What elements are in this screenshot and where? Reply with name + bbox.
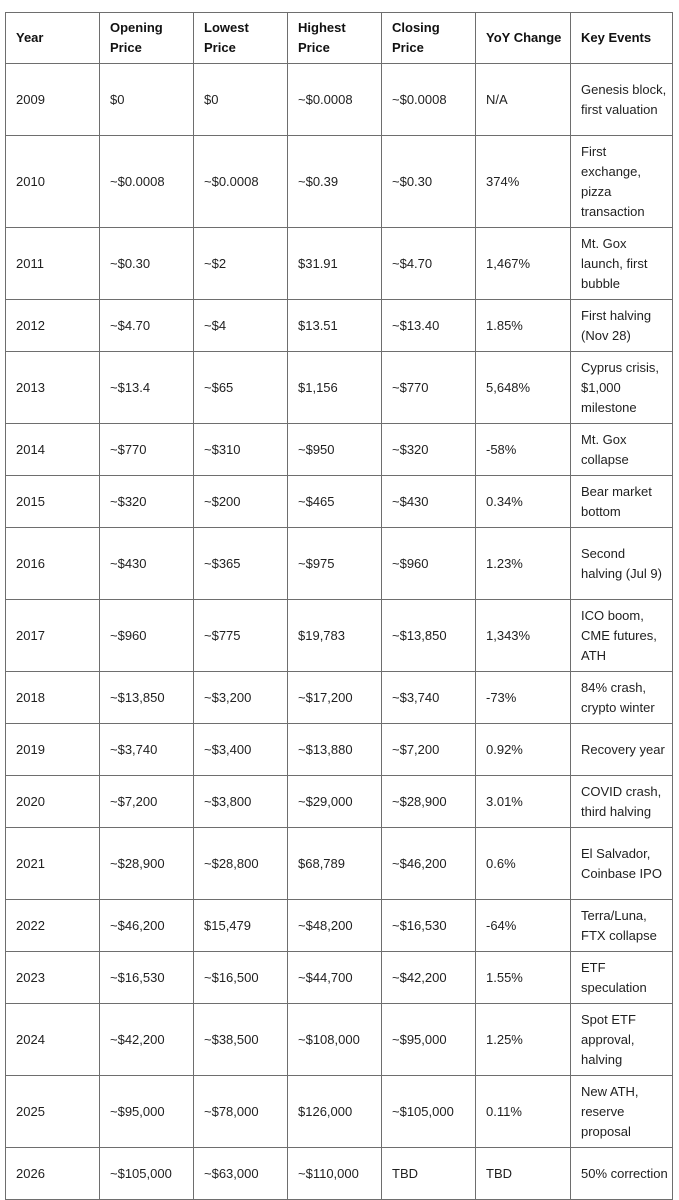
- lowest-price-cell: ~$3,200: [194, 672, 288, 724]
- closing-price-cell: TBD: [382, 1148, 476, 1200]
- lowest-price-cell: ~$0.0008: [194, 136, 288, 228]
- highest-price-cell: ~$44,700: [288, 952, 382, 1004]
- highest-price-cell: ~$48,200: [288, 900, 382, 952]
- header-highest-price: Highest Price: [288, 13, 382, 64]
- year-cell: 2021: [6, 828, 100, 900]
- closing-price-cell: ~$13,850: [382, 600, 476, 672]
- key-events-cell: Second halving (Jul 9): [571, 528, 673, 600]
- key-events-cell: Cyprus crisis, $1,000 milestone: [571, 352, 673, 424]
- key-events-cell: 50% correction: [571, 1148, 673, 1200]
- highest-price-cell: ~$108,000: [288, 1004, 382, 1076]
- year-cell: 2022: [6, 900, 100, 952]
- closing-price-cell: ~$95,000: [382, 1004, 476, 1076]
- year-cell: 2025: [6, 1076, 100, 1148]
- lowest-price-cell: ~$775: [194, 600, 288, 672]
- table-row: [6, 1148, 673, 1200]
- highest-price-cell: ~$950: [288, 424, 382, 476]
- closing-price-cell: ~$770: [382, 352, 476, 424]
- highest-price-cell: ~$0.0008: [288, 64, 382, 136]
- key-events-cell: Bear market bottom: [571, 476, 673, 528]
- closing-price-cell: ~$46,200: [382, 828, 476, 900]
- highest-price-cell: $68,789: [288, 828, 382, 900]
- year-cell: 2026: [6, 1148, 100, 1200]
- yoy-change-cell: -64%: [476, 900, 571, 952]
- opening-price-cell: ~$46,200: [100, 900, 194, 952]
- closing-price-cell: ~$105,000: [382, 1076, 476, 1148]
- yoy-change-cell: 1.85%: [476, 300, 571, 352]
- lowest-price-cell: ~$310: [194, 424, 288, 476]
- table-row: [6, 1004, 673, 1076]
- year-cell: 2015: [6, 476, 100, 528]
- opening-price-cell: ~$13.4: [100, 352, 194, 424]
- header-opening-price: Opening Price: [100, 13, 194, 64]
- closing-price-cell: ~$16,530: [382, 900, 476, 952]
- closing-price-cell: ~$42,200: [382, 952, 476, 1004]
- year-cell: 2011: [6, 228, 100, 300]
- highest-price-cell: ~$975: [288, 528, 382, 600]
- yoy-change-cell: 1,343%: [476, 600, 571, 672]
- table-row: [6, 136, 673, 228]
- year-cell: 2017: [6, 600, 100, 672]
- key-events-cell: New ATH, reserve proposal: [571, 1076, 673, 1148]
- highest-price-cell: ~$13,880: [288, 724, 382, 776]
- opening-price-cell: ~$28,900: [100, 828, 194, 900]
- yoy-change-cell: N/A: [476, 64, 571, 136]
- opening-price-cell: ~$0.0008: [100, 136, 194, 228]
- key-events-cell: ICO boom, CME futures, ATH: [571, 600, 673, 672]
- closing-price-cell: ~$0.0008: [382, 64, 476, 136]
- closing-price-cell: ~$13.40: [382, 300, 476, 352]
- table-row: [6, 672, 673, 724]
- key-events-cell: El Salvador, Coinbase IPO: [571, 828, 673, 900]
- opening-price-cell: ~$3,740: [100, 724, 194, 776]
- table-row: [6, 352, 673, 424]
- key-events-cell: Terra/Luna, FTX collapse: [571, 900, 673, 952]
- key-events-cell: Mt. Gox collapse: [571, 424, 673, 476]
- lowest-price-cell: ~$38,500: [194, 1004, 288, 1076]
- key-events-cell: COVID crash, third halving: [571, 776, 673, 828]
- lowest-price-cell: ~$2: [194, 228, 288, 300]
- lowest-price-cell: ~$28,800: [194, 828, 288, 900]
- table-row: [6, 724, 673, 776]
- lowest-price-cell: ~$16,500: [194, 952, 288, 1004]
- opening-price-cell: ~$16,530: [100, 952, 194, 1004]
- yoy-change-cell: 5,648%: [476, 352, 571, 424]
- yoy-change-cell: -73%: [476, 672, 571, 724]
- year-cell: 2020: [6, 776, 100, 828]
- lowest-price-cell: ~$200: [194, 476, 288, 528]
- yoy-change-cell: 1.23%: [476, 528, 571, 600]
- highest-price-cell: $1,156: [288, 352, 382, 424]
- table-row: [6, 900, 673, 952]
- table-row: [6, 228, 673, 300]
- table-row: [6, 300, 673, 352]
- bitcoin-price-history-table: [5, 12, 673, 1200]
- key-events-cell: Mt. Gox launch, first bubble: [571, 228, 673, 300]
- opening-price-cell: ~$430: [100, 528, 194, 600]
- highest-price-cell: $31.91: [288, 228, 382, 300]
- key-events-cell: First exchange, pizza transaction: [571, 136, 673, 228]
- key-events-cell: ETF speculation: [571, 952, 673, 1004]
- table-row: [6, 476, 673, 528]
- year-cell: 2019: [6, 724, 100, 776]
- yoy-change-cell: 1.25%: [476, 1004, 571, 1076]
- year-cell: 2010: [6, 136, 100, 228]
- year-cell: 2013: [6, 352, 100, 424]
- table-row: [6, 600, 673, 672]
- yoy-change-cell: 3.01%: [476, 776, 571, 828]
- key-events-cell: 84% crash, crypto winter: [571, 672, 673, 724]
- closing-price-cell: ~$3,740: [382, 672, 476, 724]
- closing-price-cell: ~$28,900: [382, 776, 476, 828]
- table-row: [6, 64, 673, 136]
- closing-price-cell: ~$7,200: [382, 724, 476, 776]
- opening-price-cell: ~$770: [100, 424, 194, 476]
- header-yoy-change: YoY Change: [476, 13, 571, 64]
- table-row: [6, 776, 673, 828]
- table-header-row: [6, 13, 673, 64]
- opening-price-cell: ~$0.30: [100, 228, 194, 300]
- year-cell: 2018: [6, 672, 100, 724]
- year-cell: 2012: [6, 300, 100, 352]
- opening-price-cell: ~$960: [100, 600, 194, 672]
- highest-price-cell: $13.51: [288, 300, 382, 352]
- yoy-change-cell: 0.11%: [476, 1076, 571, 1148]
- opening-price-cell: $0: [100, 64, 194, 136]
- lowest-price-cell: $15,479: [194, 900, 288, 952]
- yoy-change-cell: TBD: [476, 1148, 571, 1200]
- year-cell: 2014: [6, 424, 100, 476]
- yoy-change-cell: -58%: [476, 424, 571, 476]
- opening-price-cell: ~$320: [100, 476, 194, 528]
- yoy-change-cell: 1.55%: [476, 952, 571, 1004]
- highest-price-cell: ~$465: [288, 476, 382, 528]
- opening-price-cell: ~$13,850: [100, 672, 194, 724]
- highest-price-cell: ~$17,200: [288, 672, 382, 724]
- highest-price-cell: ~$29,000: [288, 776, 382, 828]
- closing-price-cell: ~$0.30: [382, 136, 476, 228]
- header-key-events: Key Events: [571, 13, 673, 64]
- table-row: [6, 952, 673, 1004]
- closing-price-cell: ~$320: [382, 424, 476, 476]
- opening-price-cell: ~$42,200: [100, 1004, 194, 1076]
- header-lowest-price: Lowest Price: [194, 13, 288, 64]
- table-row: [6, 1076, 673, 1148]
- year-cell: 2023: [6, 952, 100, 1004]
- opening-price-cell: ~$95,000: [100, 1076, 194, 1148]
- lowest-price-cell: $0: [194, 64, 288, 136]
- opening-price-cell: ~$105,000: [100, 1148, 194, 1200]
- lowest-price-cell: ~$3,400: [194, 724, 288, 776]
- opening-price-cell: ~$7,200: [100, 776, 194, 828]
- year-cell: 2024: [6, 1004, 100, 1076]
- year-cell: 2016: [6, 528, 100, 600]
- closing-price-cell: ~$4.70: [382, 228, 476, 300]
- lowest-price-cell: ~$78,000: [194, 1076, 288, 1148]
- lowest-price-cell: ~$63,000: [194, 1148, 288, 1200]
- key-events-cell: Spot ETF approval, halving: [571, 1004, 673, 1076]
- header-year: Year: [6, 13, 100, 64]
- opening-price-cell: ~$4.70: [100, 300, 194, 352]
- year-cell: 2009: [6, 64, 100, 136]
- bitcoin-price-history-table-container: [5, 12, 673, 1200]
- highest-price-cell: $19,783: [288, 600, 382, 672]
- highest-price-cell: $126,000: [288, 1076, 382, 1148]
- lowest-price-cell: ~$65: [194, 352, 288, 424]
- yoy-change-cell: 0.34%: [476, 476, 571, 528]
- key-events-cell: Genesis block, first valuation: [571, 64, 673, 136]
- header-closing-price: Closing Price: [382, 13, 476, 64]
- closing-price-cell: ~$960: [382, 528, 476, 600]
- lowest-price-cell: ~$4: [194, 300, 288, 352]
- table-row: [6, 828, 673, 900]
- highest-price-cell: ~$110,000: [288, 1148, 382, 1200]
- key-events-cell: Recovery year: [571, 724, 673, 776]
- yoy-change-cell: 374%: [476, 136, 571, 228]
- yoy-change-cell: 1,467%: [476, 228, 571, 300]
- lowest-price-cell: ~$365: [194, 528, 288, 600]
- highest-price-cell: ~$0.39: [288, 136, 382, 228]
- table-row: [6, 424, 673, 476]
- table-body: [6, 64, 673, 1200]
- lowest-price-cell: ~$3,800: [194, 776, 288, 828]
- yoy-change-cell: 0.92%: [476, 724, 571, 776]
- closing-price-cell: ~$430: [382, 476, 476, 528]
- table-row: [6, 528, 673, 600]
- yoy-change-cell: 0.6%: [476, 828, 571, 900]
- key-events-cell: First halving (Nov 28): [571, 300, 673, 352]
